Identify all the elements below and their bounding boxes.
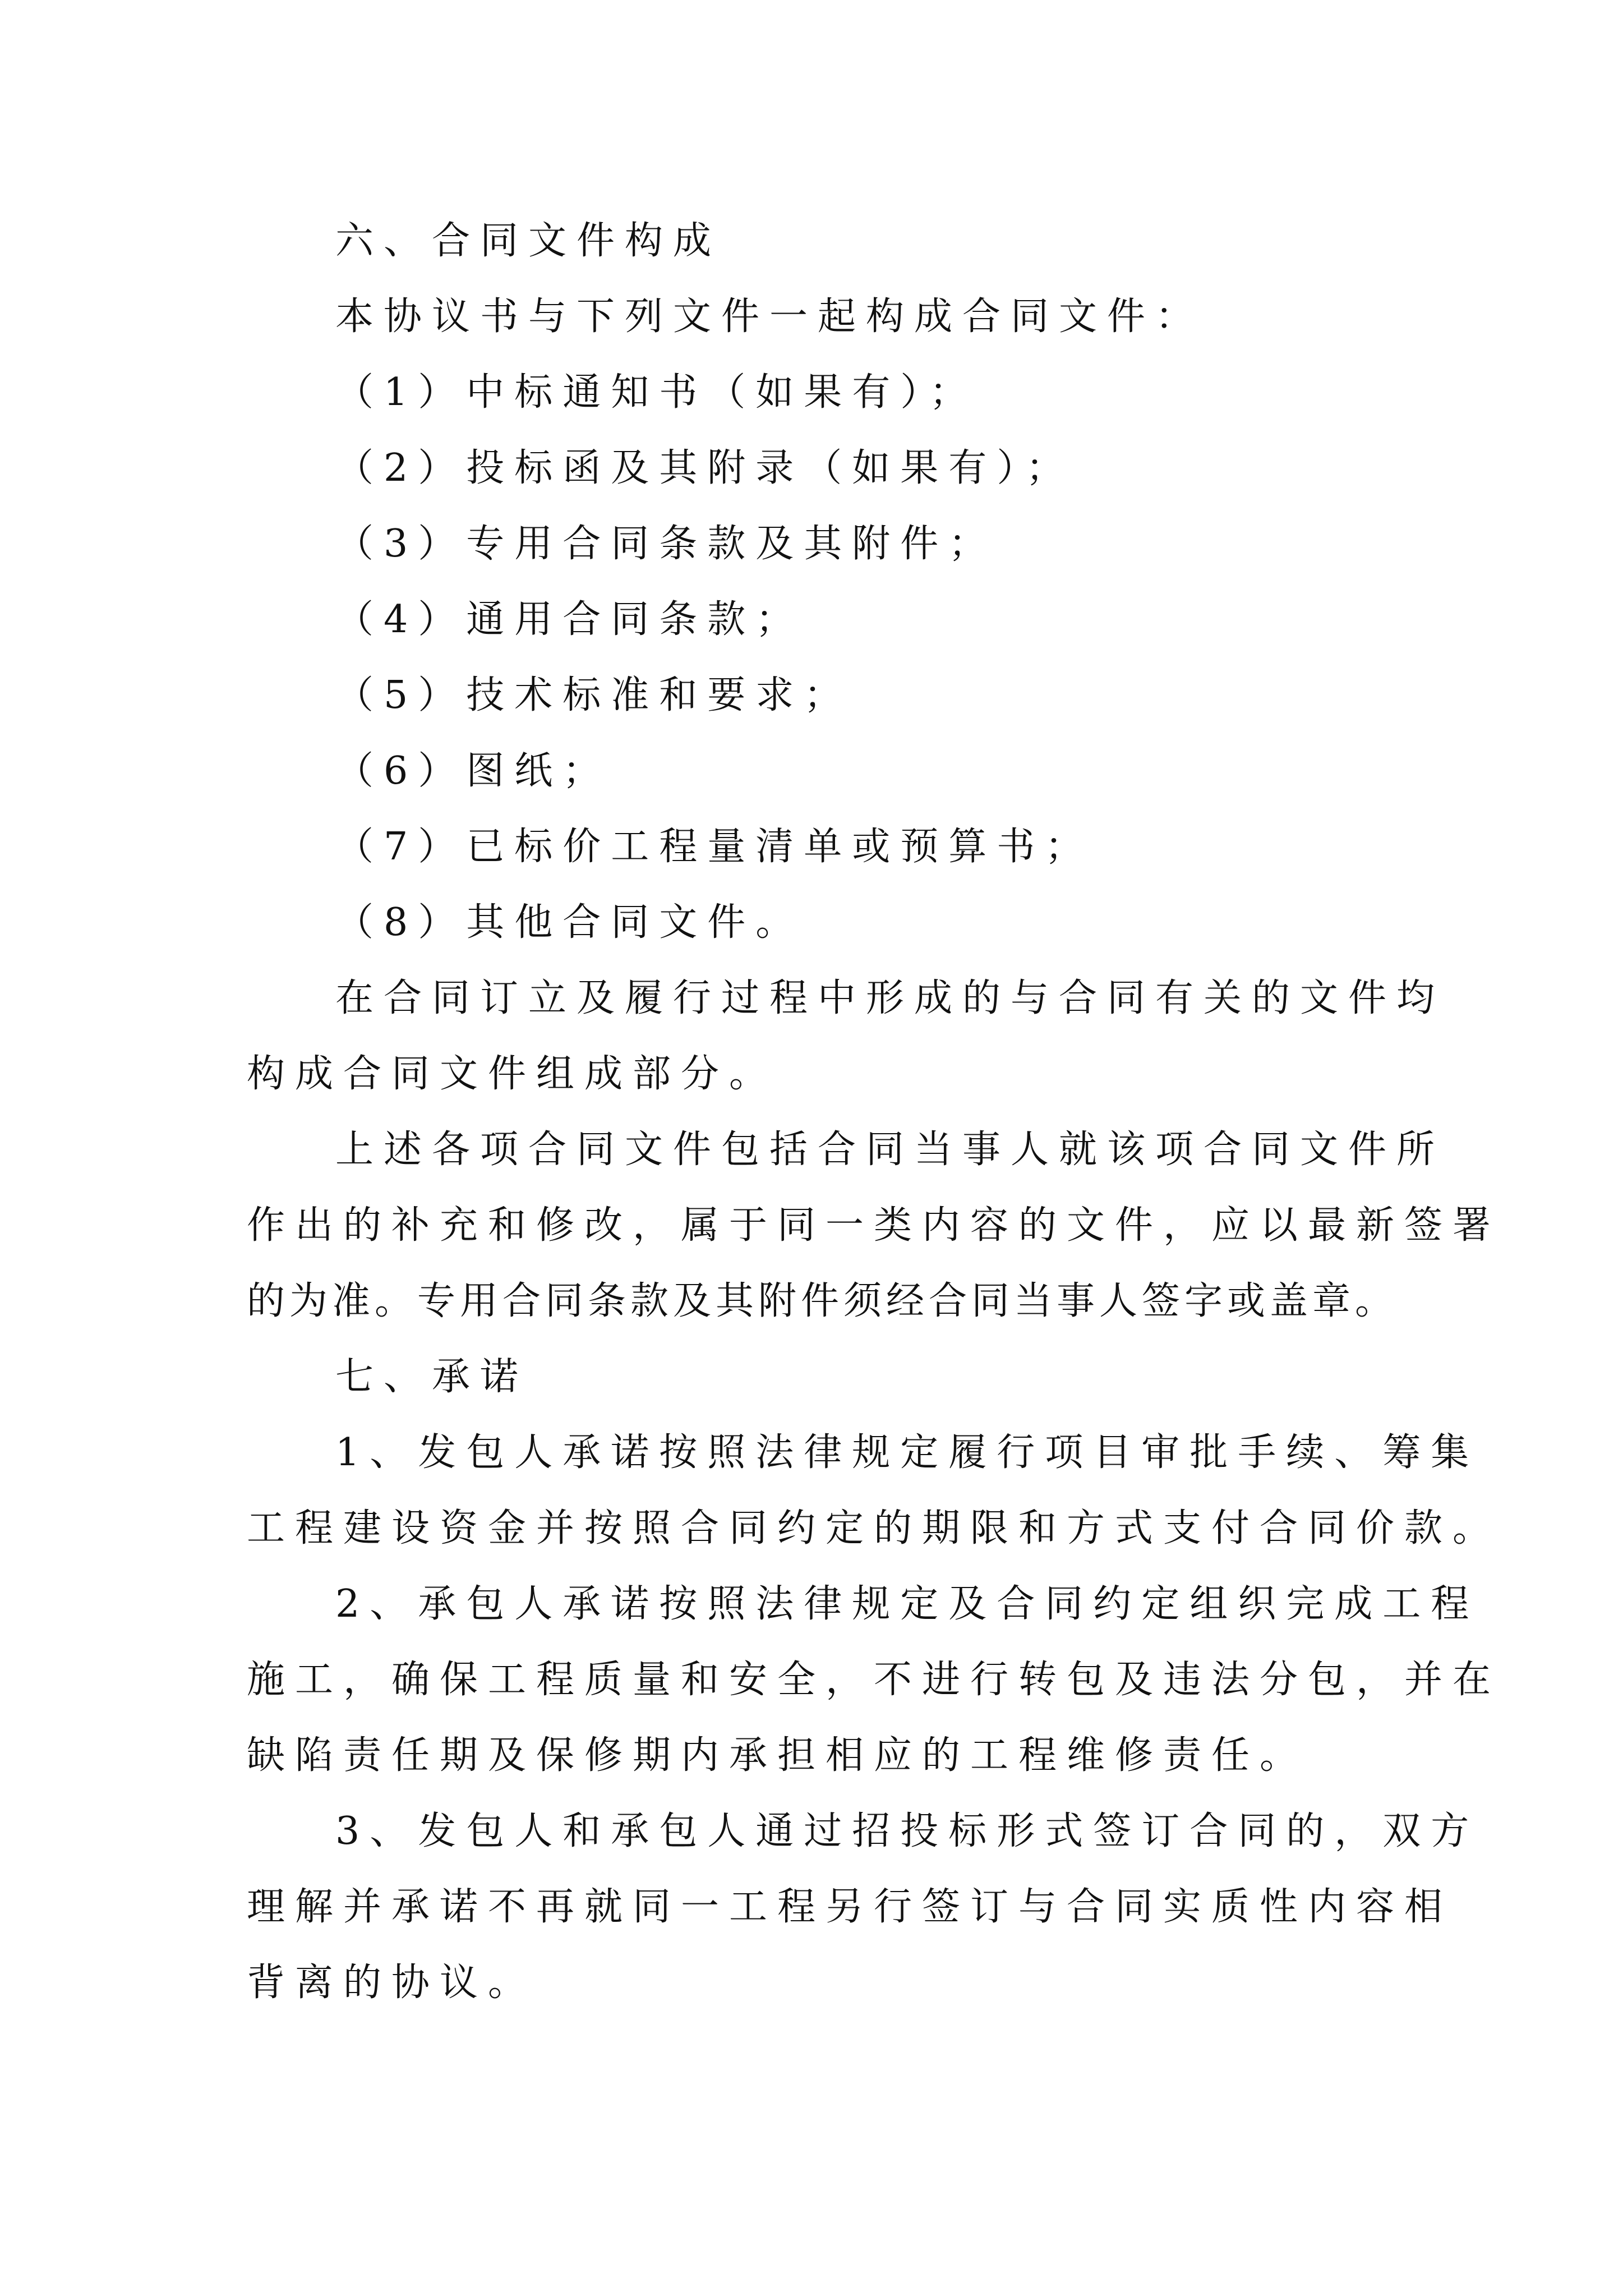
section-heading: 七、承诺 [335, 1355, 529, 1399]
paragraph-line: 1、发包人承诺按照法律规定履行项目审批手续、筹集 [335, 1430, 1479, 1475]
paragraph-line: 2、承包人承诺按照法律规定及合同约定组织完成工程 [335, 1582, 1479, 1626]
section-intro: 本协议书与下列文件一起构成合同文件： [335, 295, 1204, 339]
paragraph-line: 上述各项合同文件包括合同当事人就该项合同文件所 [335, 1128, 1445, 1172]
list-item: （1）中标通知书（如果有）； [335, 370, 978, 415]
list-item: （8）其他合同文件。 [335, 900, 804, 945]
paragraph-line: 背离的协议。 [247, 1961, 537, 2005]
list-item: （5）技术标准和要求； [335, 673, 852, 717]
paragraph-line: 在合同订立及履行过程中形成的与合同有关的文件均 [335, 976, 1445, 1020]
paragraph-line: 工程建设资金并按照合同约定的期限和方式支付合同价款。 [247, 1506, 1501, 1550]
list-item: （2）投标函及其附录（如果有）； [335, 446, 1075, 490]
paragraph-line: 施工，确保工程质量和安全，不进行转包及违法分包，并在 [247, 1658, 1501, 1702]
paragraph-line: 理解并承诺不再就同一工程另行签订与合同实质性内容相 [247, 1885, 1453, 1929]
paragraph-line: 3、发包人和承包人通过招投标形式签订合同的，双方 [335, 1809, 1479, 1853]
paragraph-line: 的为准。专用合同条款及其附件须经合同当事人签字或盖章。 [247, 1279, 1398, 1323]
section-heading: 六、合同文件构成 [335, 219, 722, 263]
paragraph-line: 构成合同文件组成部分。 [247, 1052, 778, 1096]
list-item: （7）已标价工程量清单或预算书； [335, 825, 1094, 869]
list-item: （3）专用合同条款及其附件； [335, 522, 997, 566]
list-item: （6）图纸； [335, 749, 611, 793]
paragraph-line: 缺陷责任期及保修期内承担相应的工程维修责任。 [247, 1733, 1308, 1778]
paragraph-line: 作出的补充和修改，属于同一类内容的文件，应以最新签署 [247, 1203, 1501, 1248]
list-item: （4）通用合同条款； [335, 597, 804, 642]
